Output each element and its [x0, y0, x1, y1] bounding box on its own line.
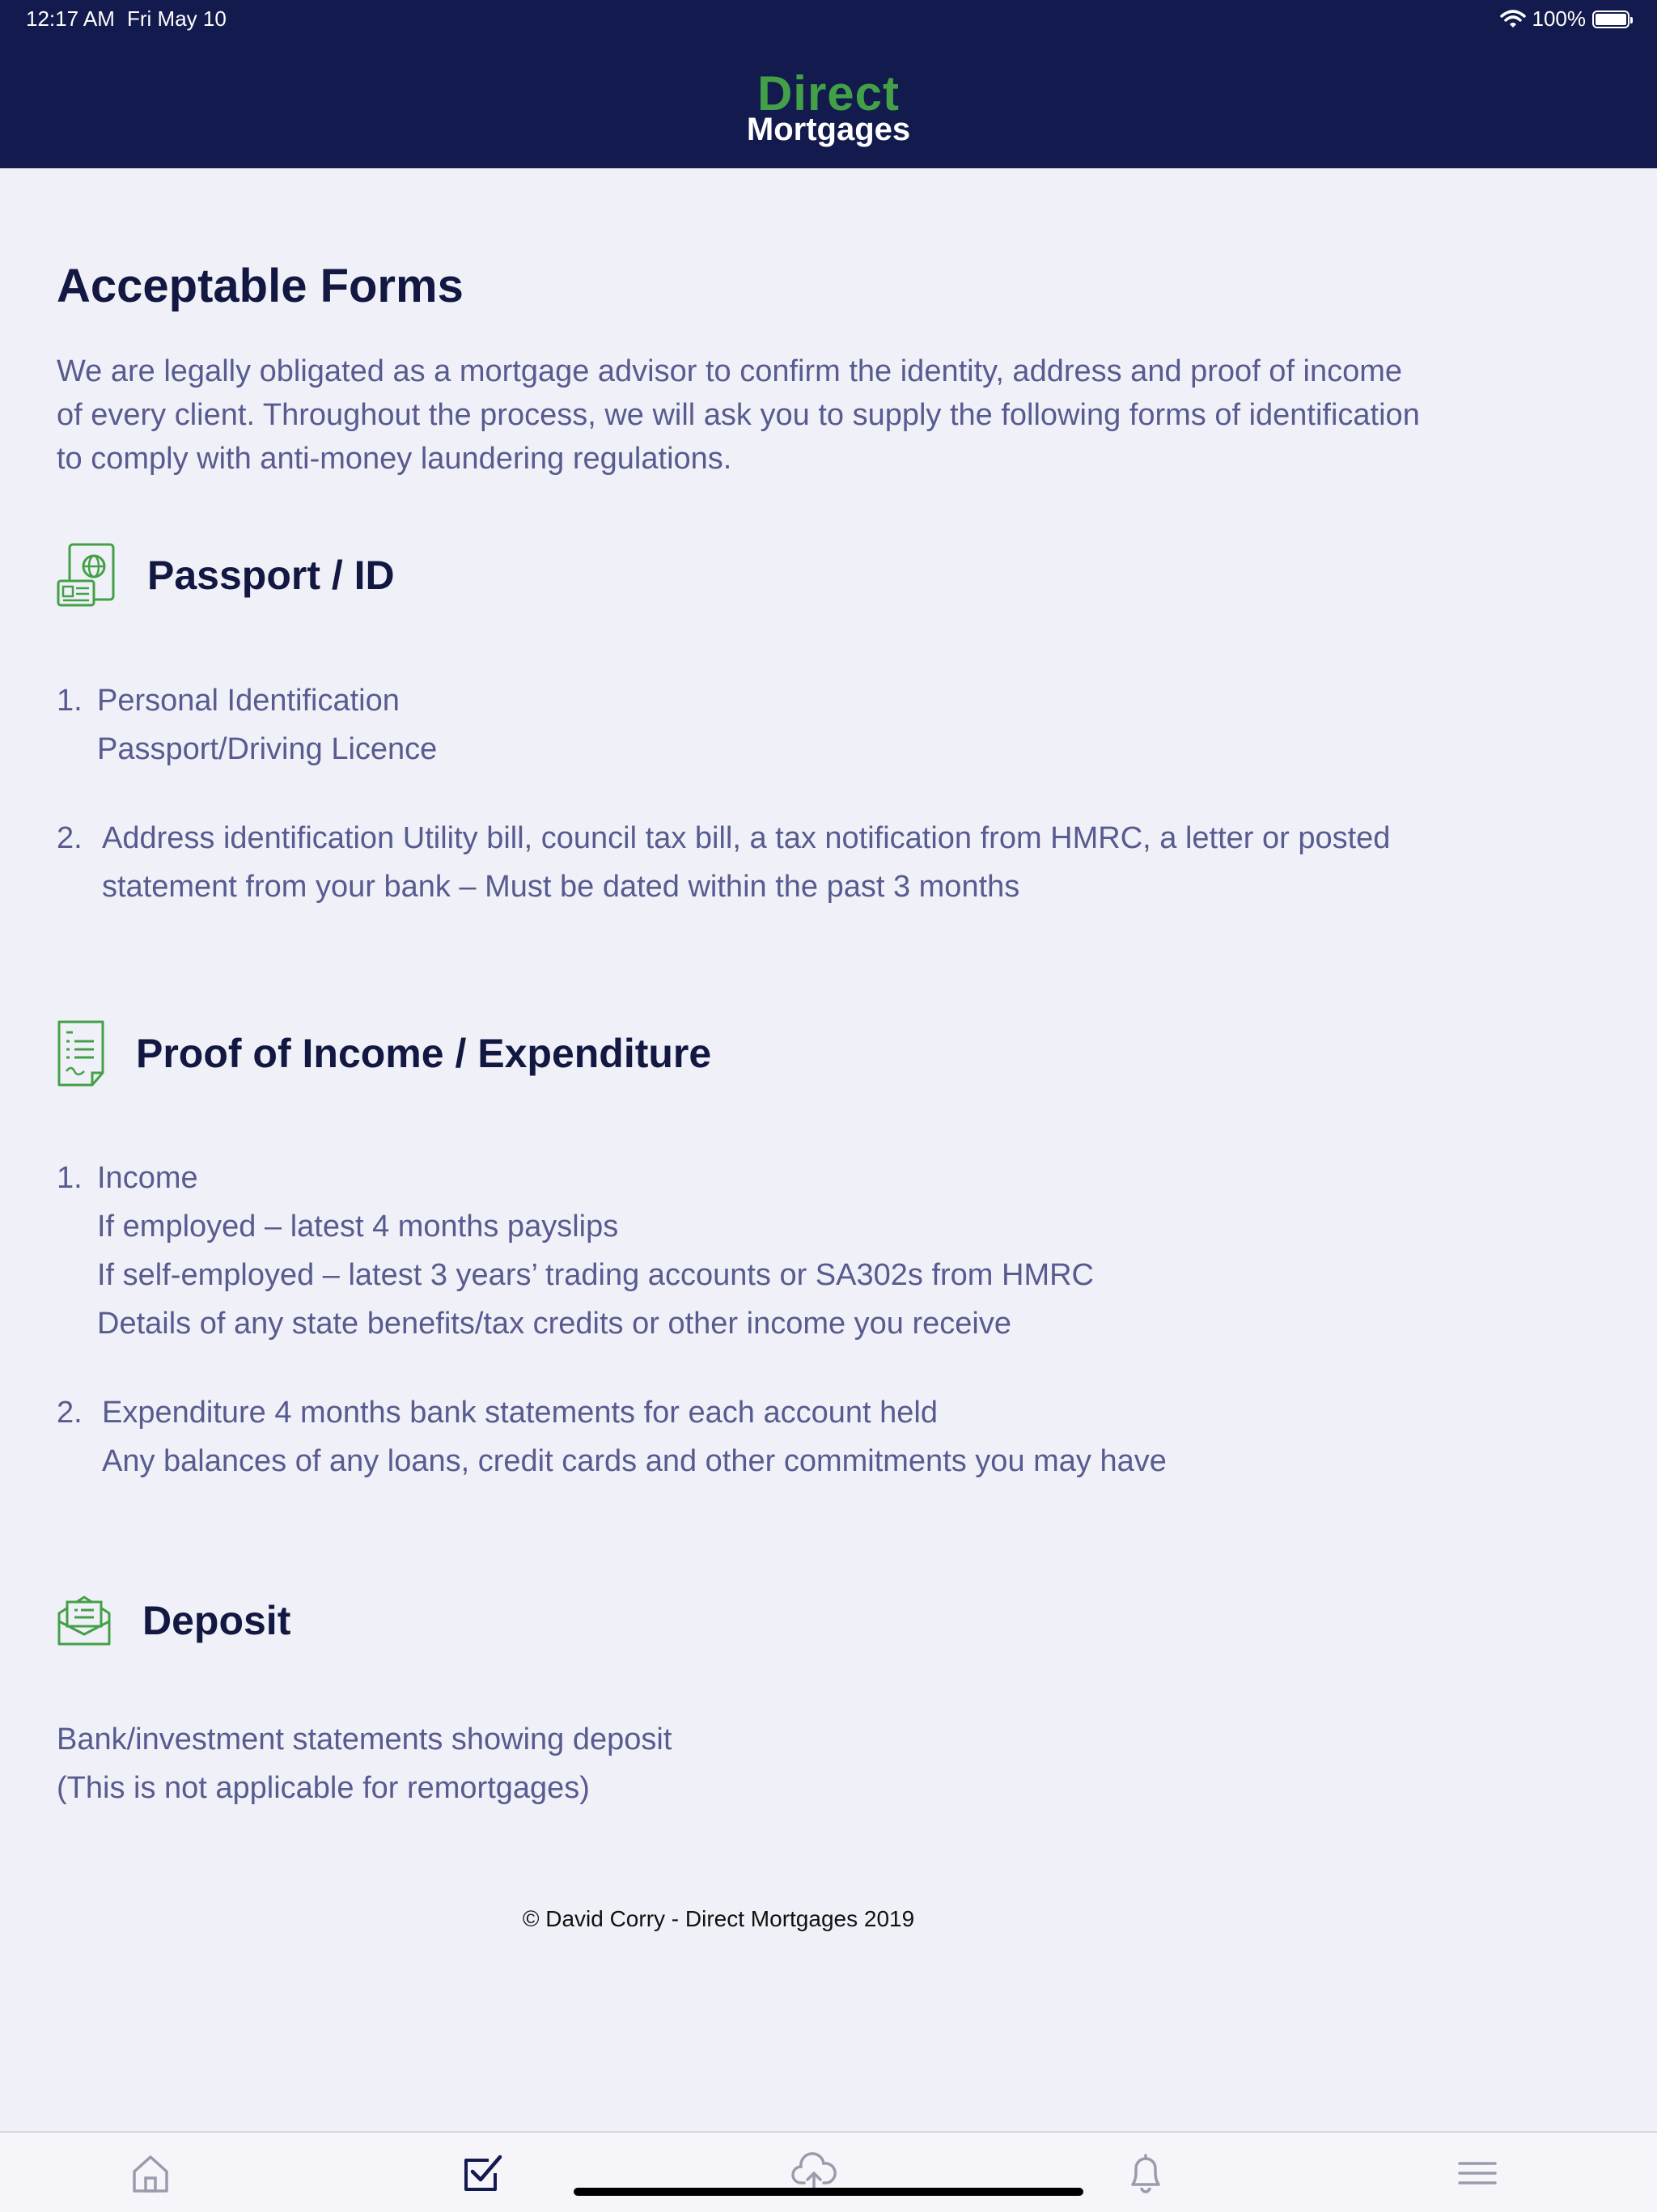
list-item-line: Any balances of any loans, credit cards and other commitments you may have: [102, 1444, 1167, 1478]
tab-bar: [0, 2131, 1657, 2212]
list-item-line: Passport/Driving Licence: [97, 732, 438, 766]
brand-logo-line2: Mortgages: [746, 112, 911, 147]
list-item-line: statement from your bank – Must be dated within the past 3 months: [102, 870, 1020, 904]
list-item-line: Address identification Utility bill, council tax bill, a tax notification from HMRC, a letter or posted: [102, 821, 1391, 855]
app-header: [0, 0, 1657, 168]
battery-percent: 100%: [1532, 6, 1586, 31]
list-item-line: If self-employed – latest 3 years’ trading accounts or SA302s from HMRC: [97, 1258, 1094, 1292]
list-item-line: Personal Identification: [97, 684, 400, 718]
status-time: 12:17 AM: [26, 6, 115, 31]
list-item: [57, 676, 437, 773]
list-item: [57, 1388, 1167, 1485]
status-date: Fri May 10: [127, 6, 227, 31]
list-item-line: Expenditure 4 months bank statements for each account held: [102, 1396, 938, 1430]
tab-home[interactable]: [126, 2149, 175, 2197]
page-title: Acceptable Forms: [57, 260, 464, 312]
home-icon: [126, 2149, 175, 2197]
tab-menu[interactable]: [1453, 2149, 1502, 2197]
list-item-line: Details of any state benefits/tax credits or other income you receive: [97, 1307, 1011, 1341]
checkbox-icon: [458, 2149, 506, 2197]
tab-tasks[interactable]: [458, 2149, 506, 2197]
list-item: [57, 814, 1390, 911]
passport-icon: [57, 542, 117, 608]
list-number: 1.: [57, 684, 83, 718]
list-item: [57, 1154, 1094, 1348]
list-item-line: Income: [97, 1161, 198, 1195]
status-indicators: [1500, 6, 1630, 32]
wifi-icon: [1500, 10, 1526, 29]
brand-logo: [0, 66, 1657, 147]
deposit-line: Bank/investment statements showing deposit: [57, 1723, 672, 1756]
section-income-header: [57, 1019, 711, 1087]
section-title-deposit: Deposit: [142, 1598, 291, 1643]
copyright-footer: © David Corry - Direct Mortgages 2019: [522, 1906, 915, 1931]
brand-logo-line1: Direct: [756, 66, 901, 121]
home-indicator[interactable]: [574, 2188, 1083, 2196]
deposit-line: (This is not applicable for remortgages): [57, 1771, 590, 1805]
document-icon: [57, 1019, 105, 1087]
section-deposit-header: [57, 1594, 290, 1647]
section-title-passport: Passport / ID: [147, 553, 395, 598]
section-title-income: Proof of Income / Expenditure: [136, 1031, 712, 1076]
intro-text: We are legally obligated as a mortgage advisor to confirm the identity, address and proof of income of every client. Throughout the process, we will ask you to supply the following forms of identification to comply with anti-money laundering regulations.: [57, 354, 1420, 476]
tab-notifications[interactable]: [1121, 2149, 1170, 2197]
list-number: 2.: [57, 1396, 83, 1430]
envelope-icon: [57, 1594, 112, 1647]
battery-icon: [1592, 11, 1629, 28]
list-item-line: If employed – latest 4 months payslips: [97, 1210, 619, 1244]
list-number: 1.: [57, 1161, 83, 1195]
list-number: 2.: [57, 821, 83, 855]
hamburger-icon: [1453, 2149, 1502, 2197]
bell-icon: [1121, 2149, 1170, 2197]
section-passport-header: [57, 542, 395, 608]
